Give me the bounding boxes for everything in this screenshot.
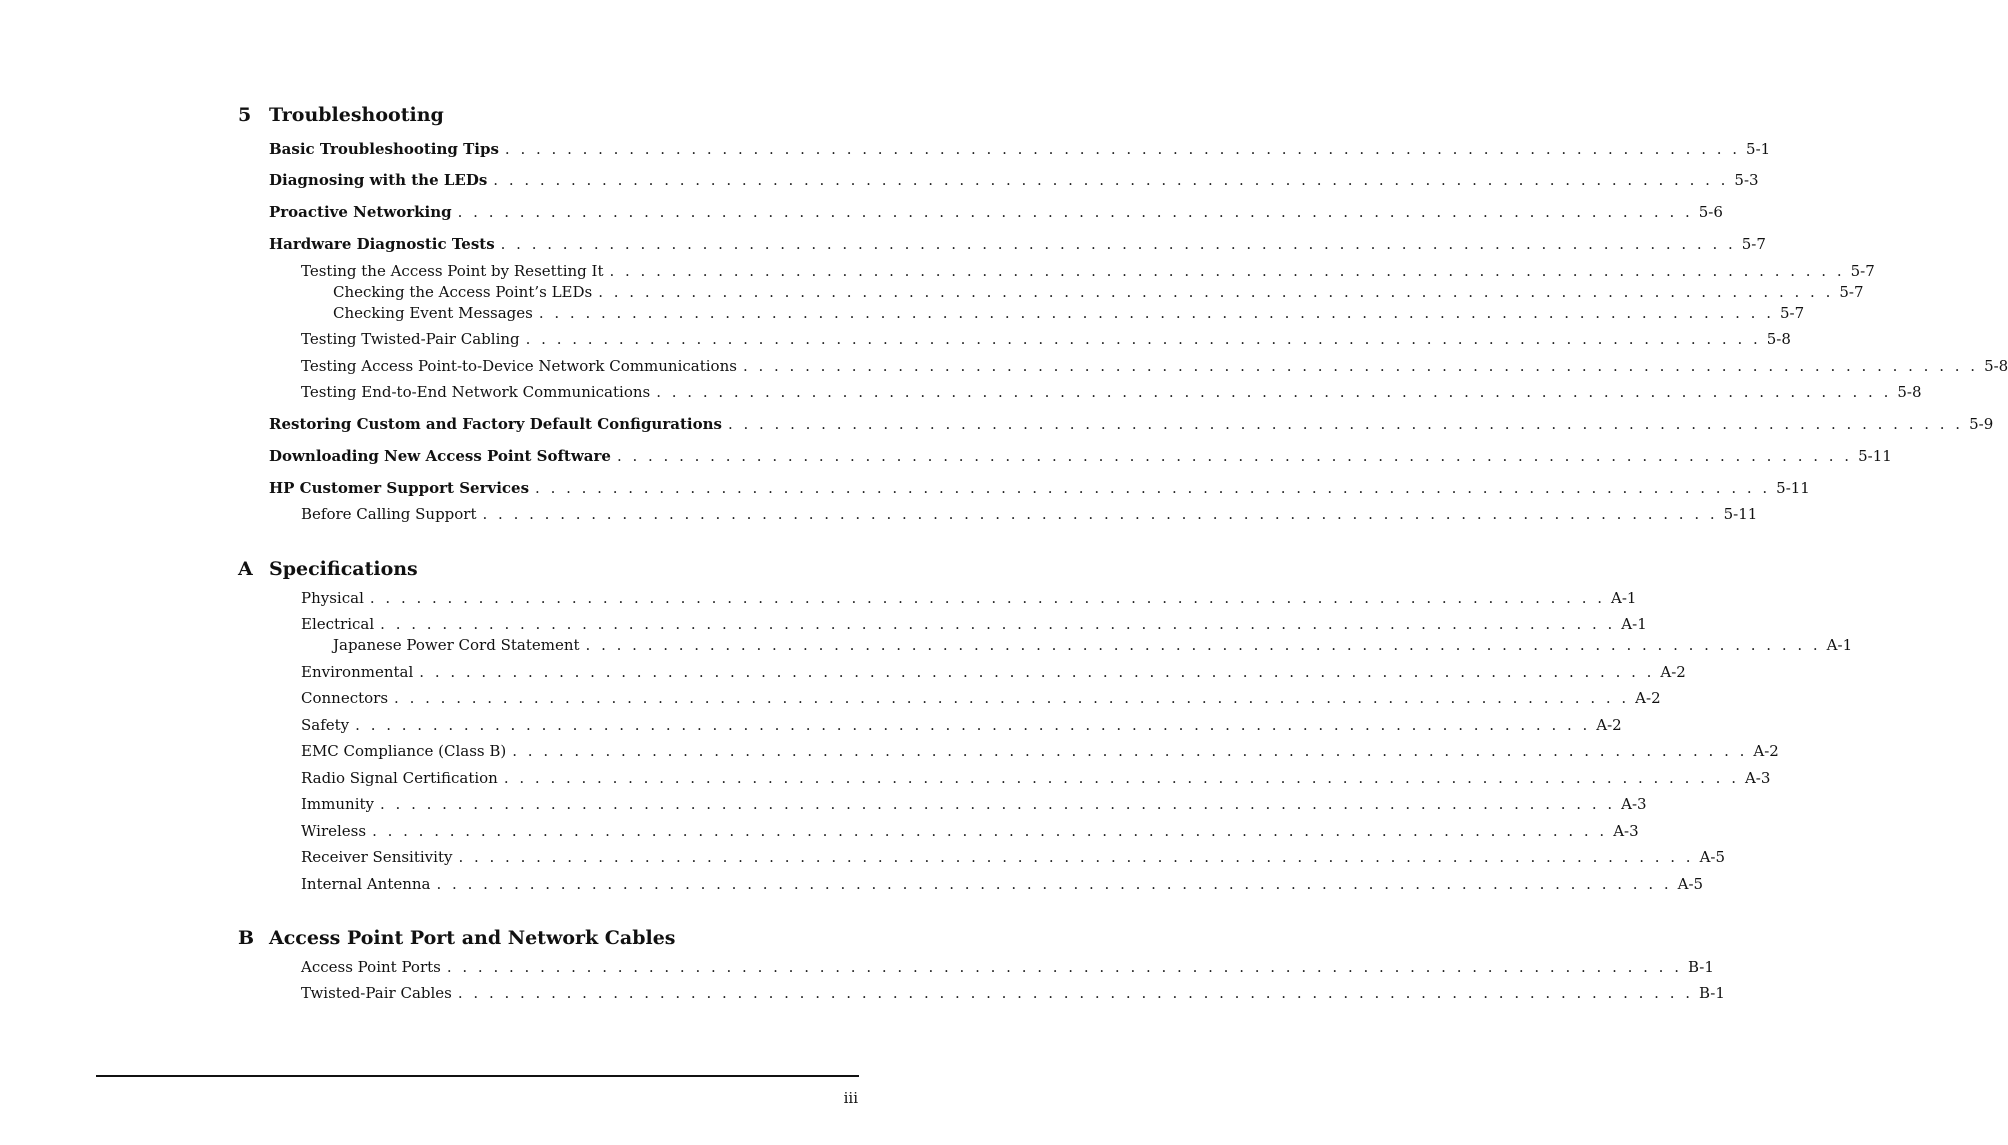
toc-entry-title: Hardware Diagnostic Tests — [269, 235, 495, 253]
toc-entry-title: Testing Access Point-to-Device Network Communications — [301, 357, 737, 375]
toc-entry-title: Access Point Ports — [301, 958, 441, 976]
toc-entry-page: A-2 — [1635, 689, 1661, 707]
toc-entry-title: Radio Signal Certification — [301, 769, 498, 787]
toc-entry-title: Safety — [301, 716, 350, 734]
toc-entry-title: Downloading New Access Point Software — [269, 447, 611, 465]
toc-entry-title: Japanese Power Cord Statement — [333, 636, 580, 654]
toc-entry-page: 5-7 — [1741, 235, 1766, 253]
toc-entry-title: Testing Twisted-Pair Cabling — [301, 330, 520, 348]
dot-leader: . . . . . . . . . . . . . . . . . . . . . . . . . . . . . . . . . . . . . . . . . . . . . . . . . . . . . . . . . . . . . . . . . . . . . . . . . . . . . . . . — [457, 203, 1693, 221]
toc-entry[interactable] — [301, 958, 1714, 976]
toc-entry[interactable] — [301, 822, 1639, 840]
toc-entry-page: A-5 — [1677, 875, 1704, 893]
toc-entry-page: 5-8 — [1897, 383, 1922, 401]
toc-entry-page: 5-9 — [1969, 415, 1994, 433]
toc-entry-page: 5-3 — [1734, 171, 1759, 189]
toc-entry-title: Proactive Networking — [269, 203, 452, 221]
toc-entry-title: Testing End-to-End Network Communications — [301, 383, 651, 401]
toc-entry[interactable] — [269, 415, 1994, 433]
dot-leader: . . . . . . . . . . . . . . . . . . . . . . . . . . . . . . . . . . . . . . . . . . . . . . . . . . . . . . . . . . . . . . . . . . . . . . . . . . . . . . . . — [535, 479, 1771, 497]
toc-entry-page: 5-8 — [1766, 330, 1791, 348]
toc-entry[interactable] — [301, 742, 1779, 760]
chapter-heading — [238, 104, 838, 126]
toc-entry[interactable] — [301, 848, 1726, 866]
toc-entry[interactable] — [269, 203, 1723, 221]
dot-leader: . . . . . . . . . . . . . . . . . . . . . . . . . . . . . . . . . . . . . . . . . . . . . . . . . . . . . . . . . . . . . . . . . . . . . . . . . . . . . . . . — [500, 235, 1736, 253]
toc-entry-title: Physical — [301, 589, 364, 607]
toc-entry-page: A-1 — [1621, 615, 1647, 633]
toc-entry-page: B-1 — [1699, 984, 1725, 1002]
toc-entry[interactable] — [301, 262, 1875, 280]
dot-leader: . . . . . . . . . . . . . . . . . . . . . . . . . . . . . . . . . . . . . . . . . . . . . . . . . . . . . . . . . . . . . . . . . . . . . . . . . . . . . . . . — [538, 304, 1774, 322]
page-number: iii — [843, 1089, 858, 1107]
toc-entry-title: Checking Event Messages — [333, 304, 533, 322]
chapter-number: B — [238, 927, 255, 949]
dot-leader: . . . . . . . . . . . . . . . . . . . . . . . . . . . . . . . . . . . . . . . . . . . . . . . . . . . . . . . . . . . . . . . . . . . . . . . . . . . . . . . . — [585, 636, 1821, 654]
toc-entry[interactable] — [269, 171, 1759, 189]
toc-entry[interactable] — [301, 330, 1791, 348]
dot-leader: . . . . . . . . . . . . . . . . . . . . . . . . . . . . . . . . . . . . . . . . . . . . . . . . . . . . . . . . . . . . . . . . . . . . . . . . . . . . . . . . — [598, 283, 1834, 301]
dot-leader: . . . . . . . . . . . . . . . . . . . . . . . . . . . . . . . . . . . . . . . . . . . . . . . . . . . . . . . . . . . . . . . . . . . . . . . . . . . . . . . . — [446, 958, 1682, 976]
toc-entry[interactable] — [269, 235, 1766, 253]
toc-entry[interactable] — [333, 304, 1805, 322]
toc-entry[interactable] — [301, 769, 1771, 787]
toc-entry-page: 5-7 — [1850, 262, 1875, 280]
chapter-title: Access Point Port and Network Cables — [269, 927, 676, 949]
chapter-heading — [238, 927, 838, 949]
toc-entry[interactable] — [301, 795, 1647, 813]
chapter-number: A — [238, 558, 253, 580]
dot-leader: . . . . . . . . . . . . . . . . . . . . . . . . . . . . . . . . . . . . . . . . . . . . . . . . . . . . . . . . . . . . . . . . . . . . . . . . . . . . . . . . — [380, 795, 1616, 813]
dot-leader: . . . . . . . . . . . . . . . . . . . . . . . . . . . . . . . . . . . . . . . . . . . . . . . . . . . . . . . . . . . . . . . . . . . . . . . . . . . . . . . . — [503, 769, 1739, 787]
chapter-title: Troubleshooting — [269, 104, 444, 126]
chapter-heading — [238, 558, 838, 580]
dot-leader: . . . . . . . . . . . . . . . . . . . . . . . . . . . . . . . . . . . . . . . . . . . . . . . . . . . . . . . . . . . . . . . . . . . . . . . . . . . . . . . . — [458, 848, 1694, 866]
toc-entry-title: Receiver Sensitivity — [301, 848, 453, 866]
toc-entry-page: 5-1 — [1746, 140, 1771, 158]
toc-entry-title: HP Customer Support Services — [269, 479, 530, 497]
toc-entry-title: EMC Compliance (Class B) — [301, 742, 507, 760]
toc-entry[interactable] — [269, 447, 1892, 465]
toc-entry-page: A-2 — [1660, 663, 1686, 681]
dot-leader: . . . . . . . . . . . . . . . . . . . . . . . . . . . . . . . . . . . . . . . . . . . . . . . . . . . . . . . . . . . . . . . . . . . . . . . . . . . . . . . . — [504, 140, 1741, 158]
toc-entry-page: A-3 — [1613, 822, 1639, 840]
toc-entry[interactable] — [301, 716, 1622, 734]
dot-leader: . . . . . . . . . . . . . . . . . . . . . . . . . . . . . . . . . . . . . . . . . . . . . . . . . . . . . . . . . . . . . . . . . . . . . . . . . . . . . . . . — [482, 505, 1718, 523]
toc-entry[interactable] — [301, 875, 1704, 893]
toc-entry-title: Twisted-Pair Cables — [301, 984, 452, 1002]
dot-leader: . . . . . . . . . . . . . . . . . . . . . . . . . . . . . . . . . . . . . . . . . . . . . . . . . . . . . . . . . . . . . . . . . . . . . . . . . . . . . . . . — [616, 447, 1853, 465]
toc-entry-page: B-1 — [1687, 958, 1714, 976]
toc-entry-page: A-1 — [1611, 589, 1637, 607]
toc-entry[interactable] — [301, 663, 1686, 681]
toc-entry[interactable] — [301, 615, 1647, 633]
toc-entry-title: Diagnosing with the LEDs — [269, 171, 488, 189]
dot-leader: . . . . . . . . . . . . . . . . . . . . . . . . . . . . . . . . . . . . . . . . . . . . . . . . . . . . . . . . . . . . . . . . . . . . . . . . . . . . . . . . — [609, 262, 1845, 280]
toc-entry[interactable] — [269, 140, 1771, 158]
dot-leader: . . . . . . . . . . . . . . . . . . . . . . . . . . . . . . . . . . . . . . . . . . . . . . . . . . . . . . . . . . . . . . . . . . . . . . . . . . . . . . . . — [512, 742, 1748, 760]
dot-leader: . . . . . . . . . . . . . . . . . . . . . . . . . . . . . . . . . . . . . . . . . . . . . . . . . . . . . . . . . . . . . . . . . . . . . . . . . . . . . . . . — [457, 984, 1693, 1002]
toc-entry-title: Basic Troubleshooting Tips — [269, 140, 499, 158]
toc-entry-page: A-2 — [1596, 716, 1622, 734]
dot-leader: . . . . . . . . . . . . . . . . . . . . . . . . . . . . . . . . . . . . . . . . . . . . . . . . . . . . . . . . . . . . . . . . . . . . . . . . . . . . . . . . — [727, 415, 1964, 433]
toc-entry-title: Connectors — [301, 689, 389, 707]
toc-entry-page: A-3 — [1744, 769, 1771, 787]
dot-leader: . . . . . . . . . . . . . . . . . . . . . . . . . . . . . . . . . . . . . . . . . . . . . . . . . . . . . . . . . . . . . . . . . . . . . . . . . . . . . . . . — [394, 689, 1630, 707]
toc-entry-page: A-5 — [1699, 848, 1726, 866]
toc-entry-title: Restoring Custom and Factory Default Configurations — [269, 415, 722, 433]
toc-entry-page: A-2 — [1753, 742, 1779, 760]
toc-entry[interactable] — [269, 479, 1810, 497]
toc-entry-title: Environmental — [301, 663, 414, 681]
dot-leader: . . . . . . . . . . . . . . . . . . . . . . . . . . . . . . . . . . . . . . . . . . . . . . . . . . . . . . . . . . . . . . . . . . . . . . . . . . . . . . . . — [369, 589, 1605, 607]
toc-entry-page: 5-11 — [1776, 479, 1810, 497]
toc-entry-title: Wireless — [301, 822, 367, 840]
dot-leader: . . . . . . . . . . . . . . . . . . . . . . . . . . . . . . . . . . . . . . . . . . . . . . . . . . . . . . . . . . . . . . . . . . . . . . . . . . . . . . . . — [436, 875, 1672, 893]
toc-entry-page: 5-8 — [1984, 357, 2008, 375]
toc-entry[interactable] — [301, 984, 1725, 1002]
toc-entry-page: A-3 — [1621, 795, 1647, 813]
toc-entry[interactable] — [301, 505, 1758, 523]
chapter-number: 5 — [238, 104, 252, 126]
toc-entry-title: Testing the Access Point by Resetting It — [301, 262, 604, 280]
dot-leader: . . . . . . . . . . . . . . . . . . . . . . . . . . . . . . . . . . . . . . . . . . . . . . . . . . . . . . . . . . . . . . . . . . . . . . . . . . . . . . . . — [742, 357, 1979, 375]
toc-entry[interactable] — [301, 589, 1637, 607]
toc-entry[interactable] — [301, 383, 1922, 401]
dot-leader: . . . . . . . . . . . . . . . . . . . . . . . . . . . . . . . . . . . . . . . . . . . . . . . . . . . . . . . . . . . . . . . . . . . . . . . . . . . . . . . . — [493, 171, 1729, 189]
dot-leader: . . . . . . . . . . . . . . . . . . . . . . . . . . . . . . . . . . . . . . . . . . . . . . . . . . . . . . . . . . . . . . . . . . . . . . . . . . . . . . . . — [525, 330, 1761, 348]
dot-leader: . . . . . . . . . . . . . . . . . . . . . . . . . . . . . . . . . . . . . . . . . . . . . . . . . . . . . . . . . . . . . . . . . . . . . . . . . . . . . . . . — [419, 663, 1655, 681]
toc-entry-page: 5-6 — [1698, 203, 1723, 221]
toc-entry-page: 5-7 — [1839, 283, 1864, 301]
footer-rule — [96, 1075, 859, 1077]
dot-leader: . . . . . . . . . . . . . . . . . . . . . . . . . . . . . . . . . . . . . . . . . . . . . . . . . . . . . . . . . . . . . . . . . . . . . . . . . . . . . . . . — [656, 383, 1892, 401]
toc-entry[interactable] — [333, 636, 1853, 654]
toc-entry-title: Electrical — [301, 615, 375, 633]
chapter-title: Specifications — [269, 558, 418, 580]
toc-entry-title: Immunity — [301, 795, 374, 813]
dot-leader: . . . . . . . . . . . . . . . . . . . . . . . . . . . . . . . . . . . . . . . . . . . . . . . . . . . . . . . . . . . . . . . . . . . . . . . . . . . . . . . . — [355, 716, 1591, 734]
toc-entry[interactable] — [333, 283, 1864, 301]
toc-entry-title: Internal Antenna — [301, 875, 431, 893]
toc-entry-page: 5-7 — [1779, 304, 1805, 322]
toc-entry-title: Before Calling Support — [301, 505, 477, 523]
toc-entry-page: A-1 — [1826, 636, 1853, 654]
toc-entry[interactable] — [301, 357, 2008, 375]
toc-entry-page: 5-11 — [1723, 505, 1758, 523]
toc-entry-page: 5-11 — [1858, 447, 1892, 465]
dot-leader: . . . . . . . . . . . . . . . . . . . . . . . . . . . . . . . . . . . . . . . . . . . . . . . . . . . . . . . . . . . . . . . . . . . . . . . . . . . . . . . . — [372, 822, 1608, 840]
dot-leader: . . . . . . . . . . . . . . . . . . . . . . . . . . . . . . . . . . . . . . . . . . . . . . . . . . . . . . . . . . . . . . . . . . . . . . . . . . . . . . . . — [380, 615, 1616, 633]
toc-entry[interactable] — [301, 689, 1661, 707]
toc-entry-title: Checking the Access Point’s LEDs — [333, 283, 593, 301]
